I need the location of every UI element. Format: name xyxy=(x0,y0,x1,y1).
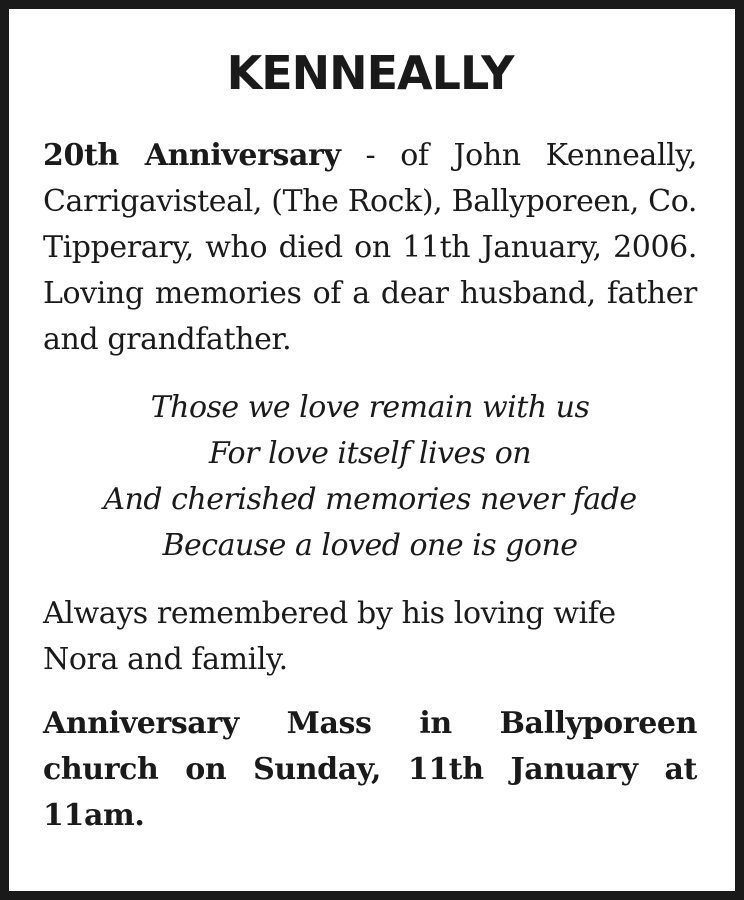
family-remembrance: Always remembered by his loving wife Nora and family. xyxy=(43,596,616,677)
memorial-verse xyxy=(43,385,697,569)
verse-line: Because a loved one is gone xyxy=(162,528,578,563)
notice-surname-heading: KENNEALLY xyxy=(226,46,514,100)
anniversary-lead: 20th Anniversary xyxy=(43,138,341,173)
verse-line: Those we love remain with us xyxy=(150,390,590,425)
anniversary-body: - of John Kenneally, Carrigavisteal, (The Rock), Ballyporeen, Co. Tipperary, who died on 11th January, 2006. Loving memories of a dear husband, father and grandfather. xyxy=(43,138,697,357)
verse-line: And cherished memories never fade xyxy=(103,482,637,517)
mass-announcement: Anniversary Mass in Ballyporeen church on Sunday, 11th January at 11am. xyxy=(43,706,697,833)
anniversary-paragraph xyxy=(43,133,697,363)
verse-line: For love itself lives on xyxy=(208,436,532,471)
